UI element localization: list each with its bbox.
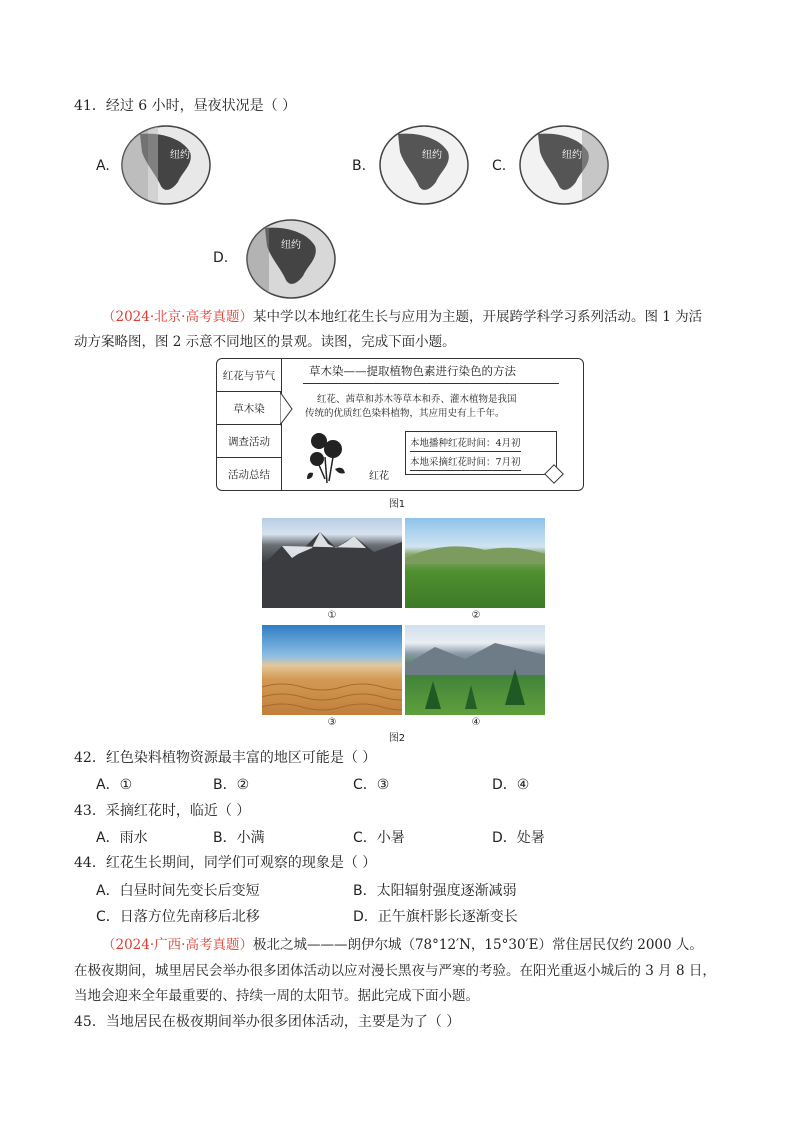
question-44: 44．红花生长期间，同学们可观察的现象是（ ） [74,855,377,871]
tab-plant-dye: 草木染 [217,392,281,425]
globe-c-image [518,124,610,206]
source-tag-beijing: （2024·北京·高考真题） [102,309,253,325]
globe-b-image [378,124,470,206]
active-tab-arrow [280,392,294,426]
option-d-letter: D. [213,250,229,266]
q42-option-c: C．③ [353,777,390,793]
q42-option-b: B．② [213,777,250,793]
question-45: 45．当地居民在极夜期间举办很多团体活动，主要是为了（ ） [74,1014,461,1030]
photo-2-label: ② [471,610,481,621]
tab-survey: 调查活动 [217,425,281,458]
fig1-desc-2: 传统的优质红色染料植物，其应用史有上千年。 [305,408,505,419]
option-a-letter: A. [96,158,110,174]
landscape-photo-4-forest-meadow [405,625,545,715]
landscape-photo-2-grassland [405,518,545,608]
figure-1-caption: 图1 [388,499,406,510]
q43-option-a: A．雨水 [96,830,148,846]
safflower-illustration [305,429,349,485]
q42-option-a: A．① [96,777,133,793]
fig1-title: 草木染——提取植物色素进行染色的方法 [309,364,516,378]
landscape-photo-3-desert [262,625,402,715]
intro-2-line-2: 在极夜期间，城里居民会举办很多团体活动以应对漫长黑夜与严寒的考验。在阳光重返小城后的 3 月 8 日， [74,963,716,979]
photo-3-label: ③ [327,717,337,728]
question-42: 42．红色染料植物资源最丰富的地区可能是（ ） [74,750,377,766]
figure-1-activity-plan [216,358,584,491]
question-41: 41．经过 6 小时，昼夜状况是（ ） [74,98,297,114]
q44-option-c: C．日落方位先南移后北移 [96,909,260,925]
photo-4-label: ④ [471,717,481,728]
source-tag-guangxi: （2024·广西·高考真题） [102,937,253,953]
note-card [405,431,557,475]
question-43: 43．采摘红花时，临近（ ） [74,803,251,819]
tab-summary: 活动总结 [228,469,270,481]
globe-d-image [245,218,337,300]
q42-option-d: D．④ [492,777,530,793]
note-harvest-time: 本地采摘红花时间：7月初 [410,454,521,471]
intro-2-line-1: （2024·广西·高考真题）极北之城———朗伊尔城（78°12′N，15°30′E）常住居民仅约 2000 人。 [102,937,703,953]
plant-label: 红花 [369,471,389,482]
globe-d-label: 纽约 [281,240,301,251]
q44-option-d: D．正午旗杆影长逐渐变长 [353,909,518,925]
intro-1-line-2: 动方案略图，图 2 示意不同地区的景观。读图，完成下面小题。 [74,334,456,350]
globe-b-label: 纽约 [422,150,442,161]
option-c-letter: C. [492,158,507,174]
tab-solar-terms: 红花与节气 [217,359,281,392]
globe-c-label: 纽约 [562,150,582,161]
photo-1-label: ① [327,610,337,621]
figure-2-caption: 图2 [388,733,406,744]
intro-1-line-1: （2024·北京·高考真题）某中学以本地红花生长与应用为主题，开展跨学科学习系列活动。图 1 为活 [102,309,703,325]
q43-option-d: D．处暑 [492,830,545,846]
note-sowing-time: 本地播种红花时间：4月初 [410,435,521,452]
intro-2-line-3: 当地会迎来全年最重要的、持续一周的太阳节。据此完成下面小题。 [74,988,479,1004]
landscape-photo-1-snow-mountains [262,518,402,608]
globe-a-image [120,124,212,206]
q44-option-b: B．太阳辐射强度逐渐减弱 [353,883,517,899]
q44-option-a: A．白昼时间先变长后变短 [96,883,260,899]
fig1-desc-1: 红花、茜草和苏木等草本和乔、灌木植物是我国 [317,394,517,405]
option-b-letter: B. [352,158,367,174]
q43-option-c: C．小暑 [353,830,405,846]
q43-option-b: B．小满 [213,830,265,846]
globe-a-label: 纽约 [170,150,190,161]
